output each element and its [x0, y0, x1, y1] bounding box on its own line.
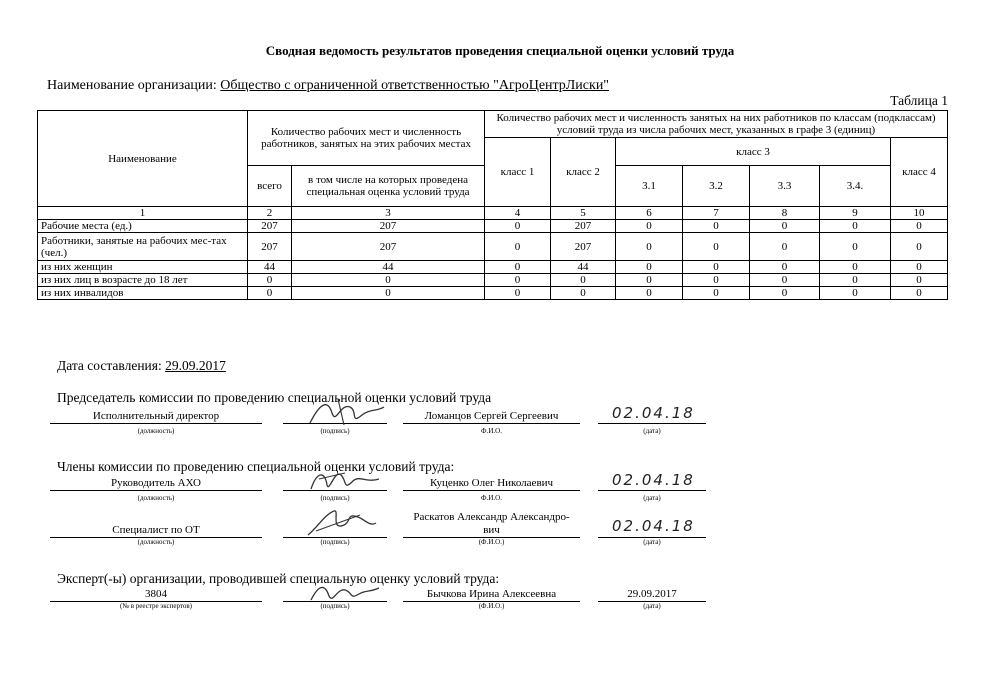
cell: 0	[683, 287, 750, 300]
cell: 0	[820, 261, 891, 274]
cell: 0	[820, 274, 891, 287]
row-name: Работники, занятые на рабочих мес-тах (чел.)	[38, 233, 248, 261]
member2-date: 02.04.18	[612, 517, 695, 535]
cell: 44	[551, 261, 616, 274]
expert-heading: Эксперт(-ы) организации, проводившей специальную оценку условий труда:	[57, 571, 500, 586]
header-c32: 3.2	[683, 166, 750, 207]
header-c31: 3.1	[616, 166, 683, 207]
cell: 0	[683, 261, 750, 274]
cell: 44	[248, 261, 292, 274]
caption-position: (должность)	[137, 538, 175, 546]
column-numbers-row	[38, 207, 948, 220]
member1-date: 02.04.18	[612, 471, 695, 489]
col-number: 5	[551, 207, 616, 220]
member2-name-line2: вич	[483, 524, 500, 536]
header-class1: класс 1	[485, 138, 551, 207]
chairman-date-line	[598, 423, 706, 424]
member2-name-line1: Раскатов Александр Александро-	[413, 511, 570, 523]
header-class3: класс 3	[616, 138, 891, 166]
cell: 0	[616, 261, 683, 274]
cell: 207	[248, 220, 292, 233]
cell: 207	[551, 233, 616, 261]
cell: 0	[820, 233, 891, 261]
caption-date: (дата)	[643, 538, 661, 546]
caption-date: (дата)	[643, 602, 661, 610]
col-number: 3	[292, 207, 485, 220]
cell: 0	[248, 287, 292, 300]
col-number: 7	[683, 207, 750, 220]
caption-position: (должность)	[137, 427, 175, 435]
cell: 0	[820, 220, 891, 233]
cell: 0	[891, 274, 948, 287]
caption-date: (дата)	[643, 494, 661, 502]
caption-registry: (№ в реестре экспертов)	[119, 602, 192, 610]
cell: 0	[820, 287, 891, 300]
cell: 0	[891, 287, 948, 300]
cell: 207	[292, 220, 485, 233]
member1-position: Руководитель АХО	[111, 477, 201, 489]
chairman-date: 02.04.18	[612, 404, 695, 422]
cell: 0	[683, 274, 750, 287]
cell: 0	[248, 274, 292, 287]
caption-fio: (Ф.И.О.)	[478, 602, 505, 610]
chairman-name-line	[403, 423, 580, 424]
chairman-signature-icon	[300, 395, 390, 430]
row-name: Рабочие места (ед.)	[38, 220, 248, 233]
cell: 0	[485, 220, 551, 233]
chairman-heading: Председатель комиссии по проведению специальной оценки условий труда	[57, 390, 492, 405]
member1-position-line	[50, 490, 262, 491]
compilation-date-label: Дата составления:	[57, 358, 162, 373]
table-number: Таблица 1	[890, 93, 948, 108]
cell: 0	[485, 233, 551, 261]
cell: 0	[616, 287, 683, 300]
table-row	[38, 220, 948, 233]
cell: 0	[485, 261, 551, 274]
expert-date: 29.09.2017	[627, 588, 677, 600]
cell: 0	[485, 274, 551, 287]
table-row	[38, 261, 948, 274]
summary-table	[37, 110, 948, 300]
table-row	[38, 287, 948, 300]
row-name: из них инвалидов	[38, 287, 248, 300]
member1-name: Куценко Олег Николаевич	[429, 477, 554, 489]
cell: 44	[292, 261, 485, 274]
col-number: 4	[485, 207, 551, 220]
organization-name: Общество с ограниченной ответственностью "АгроЦентрЛиски"	[220, 78, 610, 93]
caption-fio: Ф.И.О.	[481, 427, 502, 435]
caption-position: (должность)	[137, 494, 175, 502]
caption-date: (дата)	[643, 427, 661, 435]
header-total: всего	[248, 166, 292, 207]
caption-fio: (Ф.И.О.)	[478, 538, 505, 546]
document-title: Сводная ведомость результатов проведения специальной оценки условий труда	[265, 43, 735, 58]
chairman-position-line	[50, 423, 262, 424]
col-number: 2	[248, 207, 292, 220]
col-number: 9	[820, 207, 891, 220]
member1-signature-icon	[305, 465, 385, 495]
organization-label: Наименование организации:	[47, 78, 217, 93]
header-group2: Количество рабочих мест и численность занятых на них работников по классам (подклассам) условий труда из числа рабочих мест, указанных в графе 3 (единиц)	[485, 111, 948, 138]
col-number: 6	[616, 207, 683, 220]
header-group1: Количество рабочих мест и численность работников, занятых на этих рабочих местах	[248, 111, 485, 166]
compilation-date	[57, 358, 226, 374]
col-number: 8	[750, 207, 820, 220]
cell: 0	[750, 261, 820, 274]
cell: 0	[750, 287, 820, 300]
cell: 207	[292, 233, 485, 261]
cell: 207	[551, 220, 616, 233]
expert-name: Бычкова Ирина Алексеевна	[426, 588, 557, 600]
expert-registry-number: 3804	[145, 588, 167, 600]
chairman-position: Исполнительный директор	[92, 410, 220, 422]
col-number: 10	[891, 207, 948, 220]
cell: 0	[891, 261, 948, 274]
cell: 207	[248, 233, 292, 261]
cell: 0	[750, 220, 820, 233]
header-c33: 3.3	[750, 166, 820, 207]
cell: 0	[616, 274, 683, 287]
caption-signature: (подпись)	[320, 602, 350, 610]
caption-signature: (подпись)	[320, 427, 350, 435]
compilation-date-value: 29.09.2017	[165, 358, 226, 373]
header-name: Наименование	[38, 111, 248, 207]
row-name: из них женщин	[38, 261, 248, 274]
cell: 0	[292, 287, 485, 300]
cell: 0	[485, 287, 551, 300]
row-name: из них лиц в возрасте до 18 лет	[38, 274, 248, 287]
member1-name-line	[403, 490, 580, 491]
header-class2: класс 2	[551, 138, 616, 207]
caption-signature: (подпись)	[320, 494, 350, 502]
cell: 0	[891, 233, 948, 261]
header-assessed: в том числе на которых проведена специальная оценка условий труда	[292, 166, 485, 207]
members-heading: Члены комиссии по проведению специальной оценки условий труда:	[57, 459, 455, 474]
cell: 0	[551, 274, 616, 287]
cell: 0	[683, 233, 750, 261]
member2-signature-icon	[300, 505, 380, 541]
member2-position: Специалист по ОТ	[112, 524, 200, 536]
table-row	[38, 233, 948, 261]
organization-line	[47, 78, 609, 94]
table-row	[38, 274, 948, 287]
cell: 0	[551, 287, 616, 300]
cell: 0	[616, 233, 683, 261]
cell: 0	[683, 220, 750, 233]
header-class4: класс 4	[891, 138, 948, 207]
caption-signature: (подпись)	[320, 538, 350, 546]
cell: 0	[616, 220, 683, 233]
cell: 0	[750, 233, 820, 261]
cell: 0	[750, 274, 820, 287]
header-c34: 3.4.	[820, 166, 891, 207]
cell: 0	[891, 220, 948, 233]
col-number: 1	[38, 207, 248, 220]
member1-date-line	[598, 490, 706, 491]
cell: 0	[292, 274, 485, 287]
chairman-name: Ломанцов Сергей Сергеевич	[424, 410, 559, 422]
caption-fio: Ф.И.О.	[481, 494, 502, 502]
